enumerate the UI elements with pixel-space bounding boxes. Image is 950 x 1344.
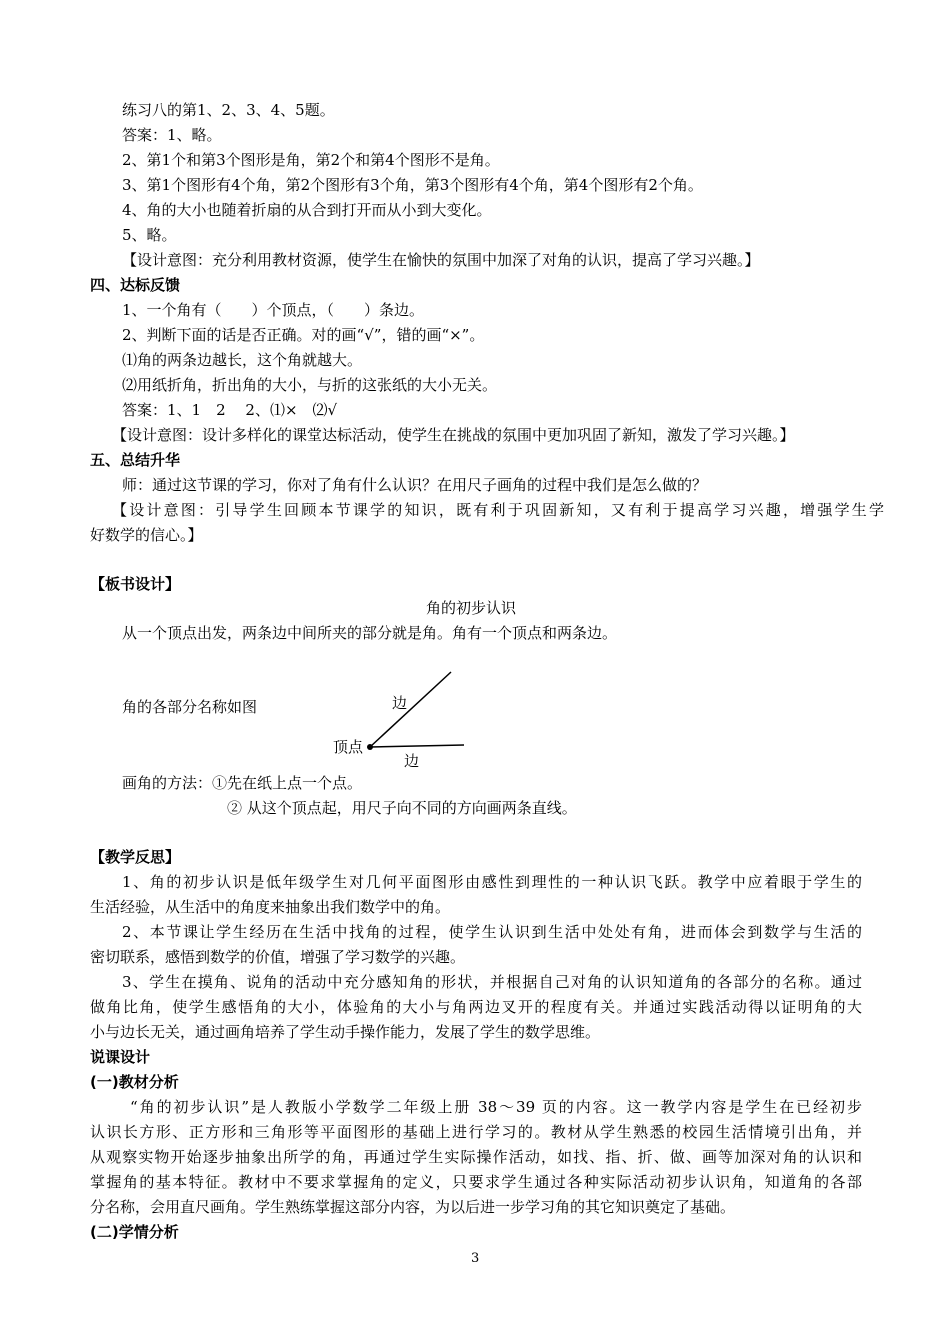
lecture-s1-line-2: 认识长方形、正方形和三角形等平面图形的基础上进行学习的。教材从学生熟悉的校园生活情境引出角，并 [90, 1123, 862, 1141]
feedback-design-intent: 【设计意图：设计多样化的课堂达标活动，使学生在挑战的氛围中更加巩固了新知，激发了学习兴趣。】 [112, 426, 795, 444]
reflection-p3-line-2: 做角比角，使学生感悟角的大小，体验角的大小与角两边叉开的程度有关。并通过实践活动得以证明角的大 [90, 998, 862, 1016]
summary-teacher: 师：通过这节课的学习，你对了角有什么认识？在用尺子画角的过程中我们是怎么做的？ [122, 476, 708, 494]
feedback-question-1: 1、一个角有（ ）个顶点，（ ）条边。 [122, 301, 425, 319]
feedback-question-2: 2、判断下面的话是否正确。对的画“√”，错的画“×”。 [122, 326, 485, 344]
practice-design-intent: 【设计意图：充分利用教材资源，使学生在愉快的氛围中加深了对角的认识，提高了学习兴趣。】 [122, 251, 760, 269]
feedback-heading: 四、达标反馈 [90, 276, 181, 294]
board-vertex-label: 顶点 [333, 738, 364, 756]
board-method-1: 画角的方法：①先在纸上点一个点。 [122, 774, 363, 792]
board-method-2: ② 从这个顶点起，用尺子向不同的方向画两条直线。 [227, 799, 577, 817]
summary-heading: 五、总结升华 [90, 451, 181, 469]
lecture-section-1: (一)教材分析 [90, 1073, 179, 1091]
feedback-question-2b: ⑵用纸折角，折出角的大小，与折的这张纸的大小无关。 [122, 376, 498, 394]
feedback-answer: 答案：1、1 2 2、⑴× ⑵√ [122, 401, 338, 419]
reflection-p3-line-1: 3、学生在摸角、说角的活动中充分感知角的形状，并根据自己对角的认识知道角的各部分的名称。通过 [122, 973, 862, 991]
summary-design-line-2: 好数学的信心。】 [90, 526, 203, 544]
reflection-heading: 【教学反思】 [90, 848, 181, 866]
reflection-p1-line-2: 生活经验，从生活中的角度来抽象出我们数学中的角。 [90, 898, 451, 916]
practice-answer-1: 答案：1、略。 [122, 126, 222, 144]
angle-lower-side [370, 745, 464, 747]
reflection-p1-line-1: 1、角的初步认识是低年级学生对几何平面图形由感性到理性的一种认识飞跃。教学中应着眼于学生的 [122, 873, 862, 891]
board-side-upper-label: 边 [392, 694, 408, 712]
lecture-heading: 说课设计 [90, 1048, 151, 1066]
angle-upper-side [370, 672, 451, 747]
practice-answer-2: 2、第1个和第3个图形是角，第2个和第4个图形不是角。 [122, 151, 500, 169]
lecture-s1-line-3: 从观察实物开始逐步抽象出所学的角，再通过学生实际操作活动，如找、指、折、做、画等加深对角的认识和 [90, 1148, 862, 1166]
practice-answer-4: 4、角的大小也随着折扇的从合到打开而从小到大变化。 [122, 201, 492, 219]
lecture-s1-line-4: 掌握角的基本特征。教材中不要求掌握角的定义，只要求学生通过各种实际活动初步认识角，知道角的各部 [90, 1173, 862, 1191]
lecture-section-2: (二)学情分析 [90, 1223, 179, 1241]
practice-answer-3: 3、第1个图形有4个角，第2个图形有3个角，第3个图形有4个角，第4个图形有2个角。 [122, 176, 703, 194]
reflection-p2-line-2: 密切联系，感悟到数学的价值，增强了学习数学的兴趣。 [90, 948, 466, 966]
reflection-p2-line-1: 2、本节课让学生经历在生活中找角的过程，使学生认识到生活中处处有角，进而体会到数学与生活的 [122, 923, 862, 941]
lecture-s1-line-5: 分名称，会用直尺画角。学生熟练掌握这部分内容，为以后进一步学习角的其它知识奠定了基础。 [90, 1198, 736, 1216]
practice-intro: 练习八的第1、2、3、4、5题。 [122, 101, 335, 119]
reflection-p3-line-3: 小与边长无关，通过画角培养了学生动手操作能力，发展了学生的数学思维。 [90, 1023, 601, 1041]
board-heading: 【板书设计】 [90, 575, 181, 593]
board-title: 角的初步认识 [426, 599, 517, 617]
practice-answer-5: 5、略。 [122, 226, 177, 244]
page-number: 3 [471, 1251, 480, 1266]
lecture-s1-line-1: “角的初步认识”是人教版小学数学二年级上册 38～39 页的内容。这一教学内容是学生在已经初步 [130, 1098, 862, 1116]
feedback-question-2a: ⑴角的两条边越长，这个角就越大。 [122, 351, 363, 369]
angle-vertex-dot [367, 744, 373, 750]
board-parts-label: 角的各部分名称如图 [122, 698, 258, 716]
summary-design-line-1: 【设计意图：引导学生回顾本节课学的知识，既有利于巩固新知，又有利于提高学习兴趣，增强学生学 [112, 501, 884, 519]
board-definition: 从一个顶点出发，两条边中间所夹的部分就是角。角有一个顶点和两条边。 [122, 624, 618, 642]
board-side-lower-label: 边 [404, 752, 420, 770]
